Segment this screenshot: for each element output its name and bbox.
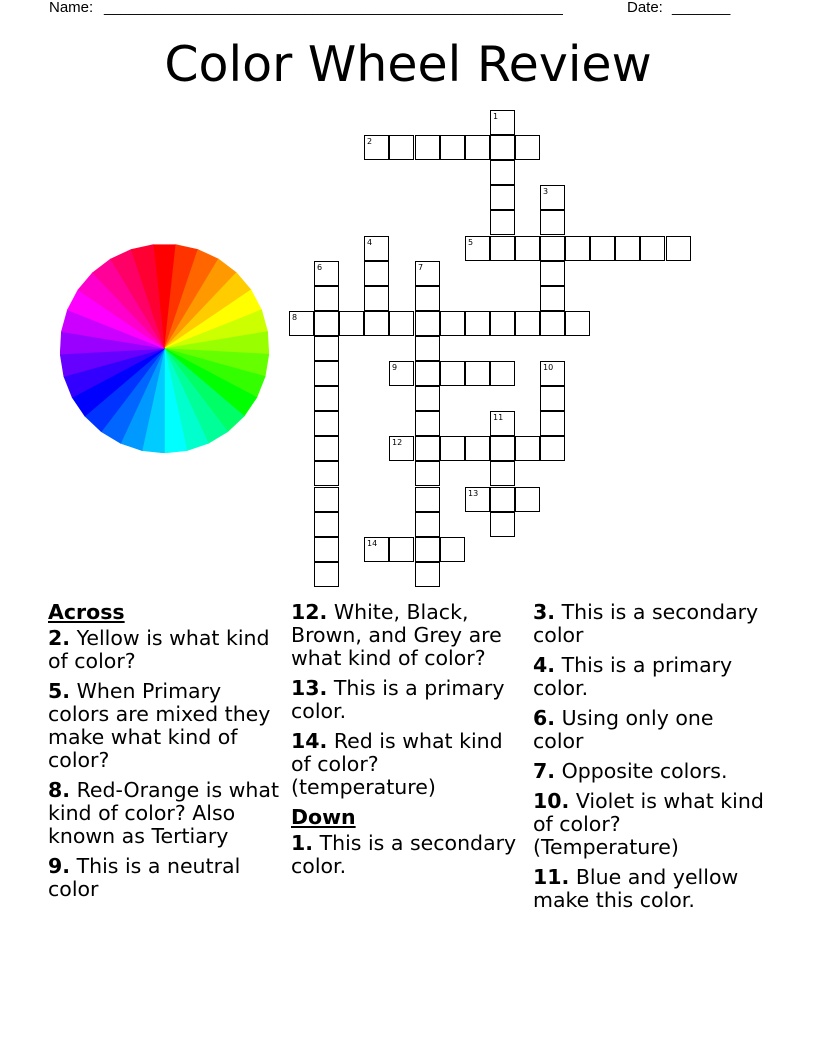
cell-number: 13 <box>468 489 479 498</box>
crossword-cell[interactable] <box>364 311 389 336</box>
cell-number: 2 <box>367 137 373 146</box>
crossword-cell[interactable] <box>490 411 515 436</box>
crossword-cell[interactable] <box>415 336 440 361</box>
crossword-cell[interactable] <box>314 461 339 486</box>
crossword-cell[interactable] <box>314 487 339 512</box>
crossword-cell[interactable] <box>540 311 565 336</box>
crossword-cell[interactable] <box>515 311 540 336</box>
crossword-cell[interactable] <box>314 436 339 461</box>
clues-column-2 <box>291 601 519 885</box>
crossword-cell[interactable] <box>490 110 515 135</box>
crossword-cell[interactable] <box>364 135 389 160</box>
crossword-cell[interactable] <box>540 386 565 411</box>
crossword-cell[interactable] <box>415 311 440 336</box>
crossword-cell[interactable] <box>490 512 515 537</box>
cell-number: 14 <box>367 539 378 548</box>
crossword-cell[interactable] <box>465 361 490 386</box>
crossword-cell[interactable] <box>615 236 640 261</box>
crossword-cell[interactable] <box>515 135 540 160</box>
cell-number: 5 <box>468 238 474 247</box>
crossword-cell[interactable] <box>465 487 490 512</box>
crossword-cell[interactable] <box>415 286 440 311</box>
crossword-cell[interactable] <box>415 261 440 286</box>
page-title: Color Wheel Review <box>164 36 652 93</box>
crossword-cell[interactable] <box>540 210 565 235</box>
crossword-cell[interactable] <box>415 361 440 386</box>
clue-down-1: 1. This is a secondary color. <box>291 831 517 878</box>
crossword-cell[interactable] <box>490 361 515 386</box>
crossword-cell[interactable] <box>540 185 565 210</box>
crossword-cell[interactable] <box>440 311 465 336</box>
crossword-cell[interactable] <box>339 311 364 336</box>
crossword-cell[interactable] <box>490 185 515 210</box>
crossword-cell[interactable] <box>440 537 465 562</box>
crossword-cell[interactable] <box>465 236 490 261</box>
down-heading: Down <box>291 805 356 829</box>
crossword-cell[interactable] <box>389 135 414 160</box>
clue-across-8: 8. Red-Orange is what kind of color? Also known as Tertiary <box>48 778 280 848</box>
cell-number: 11 <box>493 413 504 422</box>
crossword-cell[interactable] <box>540 286 565 311</box>
cell-number: 6 <box>317 263 323 272</box>
crossword-cell[interactable] <box>415 512 440 537</box>
crossword-cell[interactable] <box>314 562 339 587</box>
crossword-cell[interactable] <box>540 361 565 386</box>
crossword-cell[interactable] <box>314 411 339 436</box>
clue-down-7: 7. Opposite colors. <box>533 759 728 783</box>
crossword-cell[interactable] <box>490 210 515 235</box>
crossword-cell[interactable] <box>364 286 389 311</box>
crossword-cell[interactable] <box>314 386 339 411</box>
crossword-cell[interactable] <box>490 436 515 461</box>
crossword-cell[interactable] <box>465 436 490 461</box>
name-label: Name: <box>49 0 94 16</box>
crossword-cell[interactable] <box>565 236 590 261</box>
crossword-cell[interactable] <box>314 537 339 562</box>
crossword-cell[interactable] <box>440 436 465 461</box>
crossword-cell[interactable] <box>465 311 490 336</box>
crossword-cell[interactable] <box>314 286 339 311</box>
crossword-cell[interactable] <box>364 261 389 286</box>
crossword-cell[interactable] <box>415 562 440 587</box>
clue-down-10: 10. Violet is what kind of color? (Temperature) <box>533 789 764 859</box>
cell-number: 9 <box>392 363 398 372</box>
crossword-cell[interactable] <box>440 361 465 386</box>
crossword-cell[interactable] <box>540 436 565 461</box>
crossword-cell[interactable] <box>565 311 590 336</box>
clue-down-11: 11. Blue and yellow make this color. <box>533 865 739 912</box>
crossword-cell[interactable] <box>540 411 565 436</box>
crossword-cell[interactable] <box>515 236 540 261</box>
crossword-cell[interactable] <box>415 411 440 436</box>
crossword-cell[interactable] <box>415 487 440 512</box>
crossword-cell[interactable] <box>490 135 515 160</box>
crossword-cell[interactable] <box>314 261 339 286</box>
crossword-cell[interactable] <box>289 311 314 336</box>
clue-across-5: 5. When Primary colors are mixed they make what kind of color? <box>48 679 271 772</box>
clue-across-2: 2. Yellow is what kind of color? <box>48 626 270 673</box>
date-field[interactable]: _______ <box>672 0 731 16</box>
crossword-cell[interactable] <box>490 487 515 512</box>
cell-number: 8 <box>292 313 298 322</box>
crossword-cell[interactable] <box>415 386 440 411</box>
across-heading: Across <box>48 600 125 624</box>
crossword-cell[interactable] <box>490 236 515 261</box>
crossword-cell[interactable] <box>490 311 515 336</box>
clue-down-3: 3. This is a secondary color <box>533 600 759 647</box>
crossword-cell[interactable] <box>490 461 515 486</box>
crossword-cell[interactable] <box>415 537 440 562</box>
clue-down-4: 4. This is a primary color. <box>533 653 733 700</box>
crossword-cell[interactable] <box>490 160 515 185</box>
clue-across-9: 9. This is a neutral color <box>48 854 241 901</box>
crossword-cell[interactable] <box>415 436 440 461</box>
crossword-cell[interactable] <box>364 236 389 261</box>
date-label: Date: <box>627 0 663 16</box>
clues-column-3 <box>533 601 768 919</box>
crossword-cell[interactable] <box>314 361 339 386</box>
crossword-cell[interactable] <box>666 236 691 261</box>
crossword-cell[interactable] <box>515 436 540 461</box>
crossword-cell[interactable] <box>389 537 414 562</box>
clue-across-12: 12. White, Black, Brown, and Grey are what kind of color? <box>291 600 502 670</box>
cell-number: 12 <box>392 438 403 447</box>
cell-number: 10 <box>543 363 554 372</box>
crossword-cell[interactable] <box>590 236 615 261</box>
crossword-cell[interactable] <box>465 135 490 160</box>
crossword-cell[interactable] <box>540 236 565 261</box>
crossword-cell[interactable] <box>515 487 540 512</box>
crossword-cell[interactable] <box>314 311 339 336</box>
name-field[interactable]: _______________________________________________________ <box>104 0 563 16</box>
crossword-cell[interactable] <box>415 135 440 160</box>
cell-number: 7 <box>418 263 424 272</box>
crossword-cell[interactable] <box>389 361 414 386</box>
clue-across-14: 14. Red is what kind of color? (temperature) <box>291 729 503 799</box>
crossword-cell[interactable] <box>640 236 665 261</box>
crossword-cell[interactable] <box>389 436 414 461</box>
cell-number: 3 <box>543 187 549 196</box>
cell-number: 1 <box>493 112 499 121</box>
clue-down-6: 6. Using only one color <box>533 706 714 753</box>
crossword-cell[interactable] <box>540 261 565 286</box>
crossword-cell[interactable] <box>440 135 465 160</box>
crossword-cell[interactable] <box>415 461 440 486</box>
clues-column-1 <box>48 601 283 908</box>
crossword-cell[interactable] <box>389 311 414 336</box>
crossword-cell[interactable] <box>364 537 389 562</box>
crossword-cell[interactable] <box>314 512 339 537</box>
crossword-cell[interactable] <box>314 336 339 361</box>
cell-number: 4 <box>367 238 373 247</box>
clue-across-13: 13. This is a primary color. <box>291 676 505 723</box>
